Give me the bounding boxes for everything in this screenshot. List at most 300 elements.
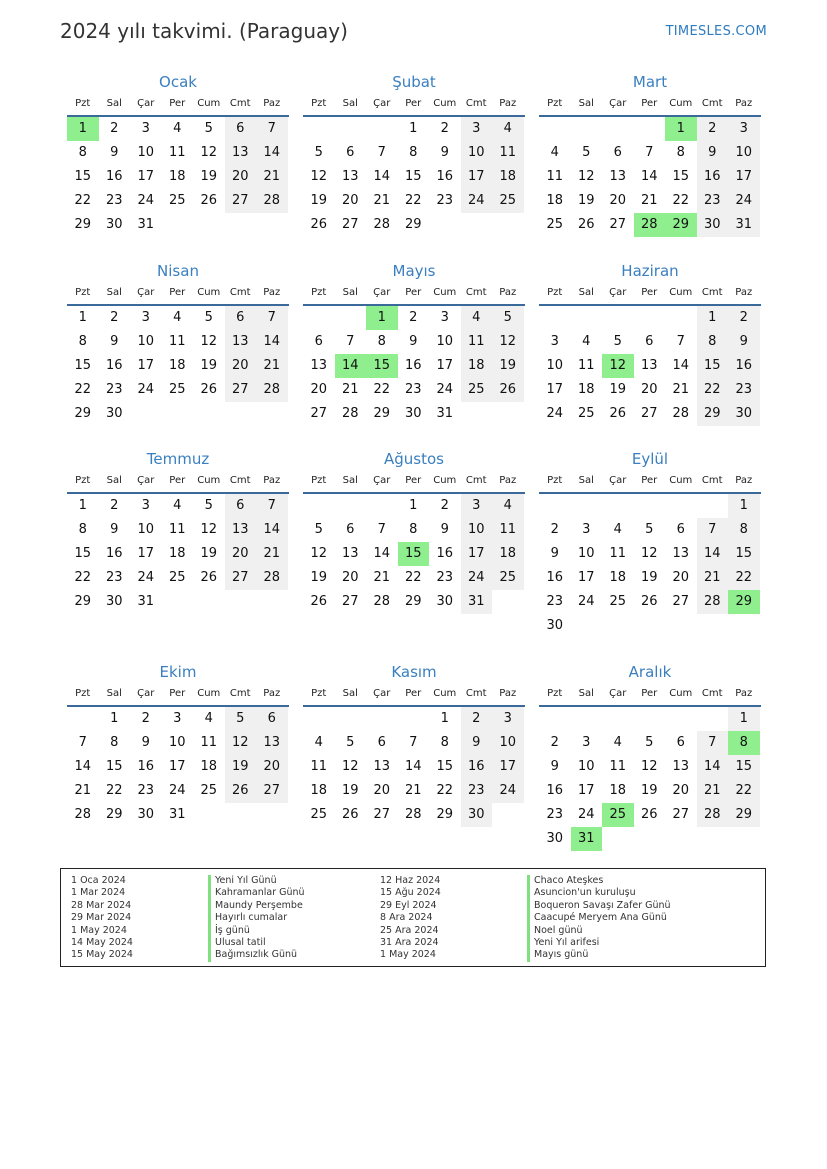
empty-cell xyxy=(303,306,335,330)
day-cell: 7 xyxy=(377,145,386,160)
day-cell: 28 xyxy=(74,807,92,822)
day-cell: 13 xyxy=(373,759,391,774)
weekday-label: Cmt xyxy=(229,688,251,699)
weekday-label: Çar xyxy=(137,688,155,699)
holiday-day: 29 xyxy=(728,590,760,614)
day-cell: 2 xyxy=(141,711,150,726)
day-cell: 3 xyxy=(582,735,591,750)
legend-right-dates xyxy=(380,875,441,962)
day-cell: 6 xyxy=(225,306,257,330)
day-cell: 27 xyxy=(609,217,627,232)
day-cell: 2 xyxy=(110,498,119,513)
day-cell: 3 xyxy=(582,522,591,537)
day-cell: 6 xyxy=(613,145,622,160)
day-cell: 30 xyxy=(105,406,123,421)
day-cell: 7 xyxy=(409,735,418,750)
day-cell: 30 xyxy=(105,217,123,232)
month-3 xyxy=(539,71,761,237)
day-cell: 22 xyxy=(728,779,760,803)
weekday-header xyxy=(539,282,761,306)
weekday-label: Cmt xyxy=(701,475,723,486)
legend-holiday-name: Maundy Perşembe xyxy=(208,900,305,912)
day-cell: 12 xyxy=(577,169,595,184)
weekday-label: Pzt xyxy=(75,475,91,486)
day-cell: 25 xyxy=(577,406,595,421)
empty-cell xyxy=(602,494,634,518)
day-cell: 27 xyxy=(310,406,328,421)
day-cell: 20 xyxy=(310,382,328,397)
day-grid xyxy=(67,306,289,426)
day-cell: 3 xyxy=(461,117,493,141)
month-9 xyxy=(539,448,761,638)
weekday-label: Çar xyxy=(373,688,391,699)
day-cell: 27 xyxy=(225,378,257,402)
day-cell: 23 xyxy=(546,594,564,609)
day-cell: 24 xyxy=(436,382,454,397)
weekday-label: Cmt xyxy=(229,475,251,486)
legend-holiday-name: Yeni Yıl Günü xyxy=(208,875,305,887)
day-cell: 21 xyxy=(256,354,288,378)
day-grid xyxy=(67,707,289,827)
day-cell: 1 xyxy=(409,498,418,513)
day-cell: 17 xyxy=(546,382,564,397)
day-cell: 14 xyxy=(672,358,690,373)
weekday-label: Cum xyxy=(433,287,457,298)
weekday-label: Cum xyxy=(669,475,693,486)
day-cell: 20 xyxy=(341,193,359,208)
day-cell: 8 xyxy=(728,518,760,542)
legend-holiday-name: Yeni Yıl arifesi xyxy=(527,937,671,949)
day-cell: 14 xyxy=(373,546,391,561)
day-cell: 16 xyxy=(697,165,729,189)
day-cell: 9 xyxy=(110,522,119,537)
day-cell: 3 xyxy=(550,334,559,349)
day-cell: 26 xyxy=(200,570,218,585)
day-cell: 29 xyxy=(404,594,422,609)
day-cell: 23 xyxy=(436,570,454,585)
day-cell: 23 xyxy=(697,189,729,213)
day-cell: 5 xyxy=(204,498,213,513)
empty-cell xyxy=(539,494,571,518)
day-cell: 7 xyxy=(256,494,288,518)
day-cell: 8 xyxy=(78,334,87,349)
weekday-label: Pzt xyxy=(311,287,327,298)
weekday-label: Sal xyxy=(342,98,358,109)
holiday-day: 15 xyxy=(398,542,430,566)
day-cell: 22 xyxy=(74,193,92,208)
empty-cell xyxy=(539,306,571,330)
day-cell: 21 xyxy=(74,783,92,798)
weekday-label: Sal xyxy=(106,688,122,699)
day-cell: 6 xyxy=(225,117,257,141)
day-cell: 17 xyxy=(577,783,595,798)
day-cell: 5 xyxy=(314,145,323,160)
legend-holiday-name: Boqueron Savaşı Zafer Günü xyxy=(527,900,671,912)
day-cell: 18 xyxy=(546,193,564,208)
day-cell: 12 xyxy=(310,546,328,561)
day-grid xyxy=(67,494,289,614)
day-cell: 9 xyxy=(550,759,559,774)
empty-cell xyxy=(366,494,398,518)
day-grid xyxy=(67,117,289,237)
day-cell: 23 xyxy=(546,807,564,822)
month-8 xyxy=(303,448,525,614)
holiday-day: 1 xyxy=(366,306,398,330)
day-cell: 10 xyxy=(577,546,595,561)
day-cell: 24 xyxy=(168,783,186,798)
day-cell: 24 xyxy=(546,406,564,421)
weekday-label: Per xyxy=(641,475,658,486)
day-cell: 18 xyxy=(577,382,595,397)
day-cell: 23 xyxy=(404,382,422,397)
month-name: Nisan xyxy=(157,262,199,280)
day-cell: 26 xyxy=(310,217,328,232)
holiday-day: 15 xyxy=(366,354,398,378)
day-cell: 5 xyxy=(225,707,257,731)
weekday-label: Çar xyxy=(373,98,391,109)
day-cell: 18 xyxy=(492,542,524,566)
weekday-label: Pzt xyxy=(311,688,327,699)
day-cell: 28 xyxy=(404,807,422,822)
day-cell: 12 xyxy=(200,334,218,349)
day-cell: 7 xyxy=(346,334,355,349)
month-name: Kasım xyxy=(391,663,437,681)
legend-holiday-name: Noel günü xyxy=(527,925,671,937)
day-cell: 1 xyxy=(728,707,760,731)
weekday-label: Cmt xyxy=(229,287,251,298)
day-cell: 29 xyxy=(105,807,123,822)
day-cell: 1 xyxy=(78,310,87,325)
day-cell: 4 xyxy=(613,522,622,537)
weekday-label: Çar xyxy=(373,475,391,486)
weekday-label: Paz xyxy=(735,688,753,699)
day-cell: 4 xyxy=(314,735,323,750)
weekday-label: Çar xyxy=(609,688,627,699)
empty-cell xyxy=(697,494,729,518)
day-cell: 13 xyxy=(672,546,690,561)
legend-date: 15 Ağu 2024 xyxy=(380,887,441,899)
day-cell: 21 xyxy=(373,193,391,208)
brand-link[interactable]: TIMESLES.COM xyxy=(665,24,767,39)
weekday-label: Per xyxy=(641,688,658,699)
day-cell: 9 xyxy=(697,141,729,165)
weekday-label: Paz xyxy=(499,688,517,699)
weekday-label: Per xyxy=(169,98,186,109)
day-cell: 14 xyxy=(697,542,729,566)
day-cell: 9 xyxy=(141,735,150,750)
legend-holiday-name: Chaco Ateşkes xyxy=(527,875,671,887)
day-cell: 2 xyxy=(409,310,418,325)
day-cell: 22 xyxy=(728,566,760,590)
day-cell: 24 xyxy=(137,382,155,397)
weekday-label: Per xyxy=(169,688,186,699)
day-cell: 12 xyxy=(640,759,658,774)
day-cell: 15 xyxy=(74,546,92,561)
empty-cell xyxy=(539,117,571,141)
day-cell: 5 xyxy=(204,310,213,325)
day-cell: 10 xyxy=(546,358,564,373)
empty-cell xyxy=(697,707,729,731)
month-name: Mayıs xyxy=(392,262,436,280)
day-cell: 26 xyxy=(609,406,627,421)
day-cell: 11 xyxy=(492,518,524,542)
day-cell: 25 xyxy=(310,807,328,822)
day-grid xyxy=(303,494,525,614)
weekday-label: Sal xyxy=(342,287,358,298)
day-cell: 27 xyxy=(341,594,359,609)
legend-date: 8 Ara 2024 xyxy=(380,912,433,924)
day-cell: 17 xyxy=(492,755,524,779)
day-cell: 21 xyxy=(697,566,729,590)
weekday-header xyxy=(303,282,525,306)
month-1 xyxy=(67,71,289,237)
day-cell: 7 xyxy=(697,731,729,755)
day-cell: 21 xyxy=(640,193,658,208)
day-cell: 2 xyxy=(440,121,449,136)
empty-cell xyxy=(665,707,697,731)
legend-holiday-name: Bağımsızlık Günü xyxy=(208,949,305,961)
day-cell: 2 xyxy=(110,310,119,325)
weekday-label: Cum xyxy=(433,98,457,109)
day-cell: 16 xyxy=(546,570,564,585)
day-cell: 14 xyxy=(256,141,288,165)
day-cell: 26 xyxy=(577,217,595,232)
day-cell: 15 xyxy=(728,542,760,566)
legend-holiday-name: Hayırlı cumalar xyxy=(208,912,305,924)
legend-date: 31 Ara 2024 xyxy=(380,937,439,949)
month-name: Temmuz xyxy=(146,450,210,468)
day-cell: 31 xyxy=(728,213,760,237)
month-12 xyxy=(539,661,761,851)
weekday-header xyxy=(67,93,289,117)
day-cell: 10 xyxy=(461,518,493,542)
weekday-label: Cum xyxy=(669,98,693,109)
day-cell: 5 xyxy=(204,121,213,136)
day-cell: 14 xyxy=(74,759,92,774)
day-cell: 20 xyxy=(640,382,658,397)
day-cell: 28 xyxy=(373,217,391,232)
day-cell: 26 xyxy=(310,594,328,609)
day-cell: 27 xyxy=(225,566,257,590)
day-cell: 17 xyxy=(728,165,760,189)
day-cell: 27 xyxy=(256,779,288,803)
day-cell: 11 xyxy=(609,759,627,774)
day-cell: 2 xyxy=(550,522,559,537)
month-10 xyxy=(67,661,289,827)
day-cell: 20 xyxy=(225,354,257,378)
weekday-label: Sal xyxy=(106,98,122,109)
day-cell: 6 xyxy=(346,145,355,160)
legend-holiday-name: Asuncion'un kuruluşu xyxy=(527,887,671,899)
empty-cell xyxy=(335,306,367,330)
day-cell: 28 xyxy=(341,406,359,421)
day-cell: 4 xyxy=(173,121,182,136)
weekday-header xyxy=(303,470,525,494)
day-cell: 23 xyxy=(105,570,123,585)
legend-date: 1 May 2024 xyxy=(380,949,436,961)
day-cell: 18 xyxy=(609,783,627,798)
day-cell: 28 xyxy=(373,594,391,609)
day-cell: 1 xyxy=(78,498,87,513)
day-cell: 3 xyxy=(141,121,150,136)
day-cell: 31 xyxy=(137,217,155,232)
day-cell: 25 xyxy=(168,570,186,585)
day-cell: 8 xyxy=(697,330,729,354)
weekday-label: Paz xyxy=(499,475,517,486)
day-cell: 30 xyxy=(436,594,454,609)
day-cell: 22 xyxy=(404,570,422,585)
day-cell: 24 xyxy=(577,807,595,822)
weekday-label: Pzt xyxy=(75,688,91,699)
day-cell: 28 xyxy=(672,406,690,421)
day-cell: 22 xyxy=(74,382,92,397)
day-cell: 13 xyxy=(341,169,359,184)
day-cell: 23 xyxy=(105,193,123,208)
day-cell: 14 xyxy=(697,755,729,779)
weekday-label: Cum xyxy=(197,287,221,298)
day-cell: 13 xyxy=(609,169,627,184)
day-cell: 3 xyxy=(728,117,760,141)
day-cell: 27 xyxy=(672,594,690,609)
day-cell: 6 xyxy=(377,735,386,750)
day-cell: 4 xyxy=(461,306,493,330)
month-name: Ocak xyxy=(159,73,197,91)
day-cell: 26 xyxy=(200,193,218,208)
weekday-label: Cum xyxy=(197,98,221,109)
day-cell: 2 xyxy=(550,735,559,750)
day-cell: 8 xyxy=(110,735,119,750)
legend-holiday-name: Mayıs günü xyxy=(527,949,671,961)
day-cell: 16 xyxy=(436,169,454,184)
day-cell: 5 xyxy=(314,522,323,537)
day-cell: 9 xyxy=(110,145,119,160)
day-cell: 15 xyxy=(697,354,729,378)
day-cell: 21 xyxy=(341,382,359,397)
weekday-label: Per xyxy=(641,287,658,298)
day-cell: 13 xyxy=(672,759,690,774)
weekday-label: Sal xyxy=(578,475,594,486)
day-cell: 11 xyxy=(168,334,186,349)
weekday-label: Sal xyxy=(342,688,358,699)
day-grid xyxy=(303,117,525,237)
day-cell: 1 xyxy=(409,121,418,136)
day-cell: 5 xyxy=(346,735,355,750)
day-cell: 11 xyxy=(609,546,627,561)
weekday-header xyxy=(539,470,761,494)
day-grid xyxy=(303,306,525,426)
month-6 xyxy=(539,260,761,426)
legend-date: 15 May 2024 xyxy=(71,949,133,961)
day-cell: 20 xyxy=(256,755,288,779)
day-cell: 25 xyxy=(492,189,524,213)
weekday-label: Sal xyxy=(578,287,594,298)
day-cell: 13 xyxy=(225,330,257,354)
day-cell: 10 xyxy=(577,759,595,774)
empty-cell xyxy=(571,306,603,330)
holiday-day: 31 xyxy=(571,827,603,851)
weekday-label: Pzt xyxy=(547,475,563,486)
day-cell: 7 xyxy=(256,117,288,141)
day-cell: 29 xyxy=(697,402,729,426)
day-cell: 31 xyxy=(436,406,454,421)
day-cell: 26 xyxy=(640,594,658,609)
weekday-label: Cmt xyxy=(465,98,487,109)
day-cell: 26 xyxy=(341,807,359,822)
empty-cell xyxy=(602,707,634,731)
weekday-label: Cmt xyxy=(465,287,487,298)
empty-cell xyxy=(366,117,398,141)
day-grid xyxy=(539,494,761,638)
weekday-label: Sal xyxy=(342,475,358,486)
legend-date: 12 Haz 2024 xyxy=(380,875,441,886)
empty-cell xyxy=(366,707,398,731)
weekday-label: Paz xyxy=(735,287,753,298)
weekday-label: Cum xyxy=(433,475,457,486)
legend-date: 25 Ara 2024 xyxy=(380,924,439,936)
weekday-label: Paz xyxy=(499,287,517,298)
day-cell: 27 xyxy=(225,189,257,213)
day-cell: 29 xyxy=(436,807,454,822)
empty-cell xyxy=(539,707,571,731)
day-cell: 30 xyxy=(404,406,422,421)
empty-cell xyxy=(602,117,634,141)
legend-date: 1 Mar 2024 xyxy=(71,887,126,899)
day-cell: 17 xyxy=(137,546,155,561)
weekday-label: Pzt xyxy=(75,98,91,109)
day-cell: 19 xyxy=(310,193,328,208)
legend-date: 1 Oca 2024 xyxy=(71,875,126,886)
day-cell: 4 xyxy=(613,735,622,750)
weekday-label: Paz xyxy=(263,475,281,486)
day-cell: 13 xyxy=(225,141,257,165)
weekday-label: Cmt xyxy=(701,688,723,699)
day-cell: 19 xyxy=(200,546,218,561)
day-cell: 8 xyxy=(409,145,418,160)
weekday-label: Çar xyxy=(609,98,627,109)
day-cell: 31 xyxy=(137,594,155,609)
legend-left-names xyxy=(208,875,305,962)
day-cell: 18 xyxy=(168,546,186,561)
day-cell: 2 xyxy=(461,707,493,731)
weekday-label: Sal xyxy=(578,688,594,699)
day-cell: 25 xyxy=(461,378,493,402)
day-cell: 11 xyxy=(200,735,218,750)
month-5 xyxy=(303,260,525,426)
day-cell: 1 xyxy=(110,711,119,726)
day-cell: 10 xyxy=(137,334,155,349)
day-cell: 17 xyxy=(461,542,493,566)
day-cell: 12 xyxy=(225,731,257,755)
empty-cell xyxy=(67,707,99,731)
day-cell: 1 xyxy=(728,494,760,518)
day-cell: 18 xyxy=(609,570,627,585)
day-cell: 3 xyxy=(141,310,150,325)
day-cell: 12 xyxy=(640,546,658,561)
weekday-header xyxy=(67,282,289,306)
weekday-label: Cmt xyxy=(701,287,723,298)
day-cell: 13 xyxy=(310,358,328,373)
day-cell: 29 xyxy=(728,803,760,827)
day-cell: 17 xyxy=(461,165,493,189)
day-cell: 6 xyxy=(225,494,257,518)
day-cell: 4 xyxy=(204,711,213,726)
day-cell: 20 xyxy=(373,783,391,798)
weekday-label: Per xyxy=(405,287,422,298)
weekday-header xyxy=(539,93,761,117)
day-cell: 30 xyxy=(728,402,760,426)
day-cell: 25 xyxy=(492,566,524,590)
weekday-label: Paz xyxy=(263,98,281,109)
